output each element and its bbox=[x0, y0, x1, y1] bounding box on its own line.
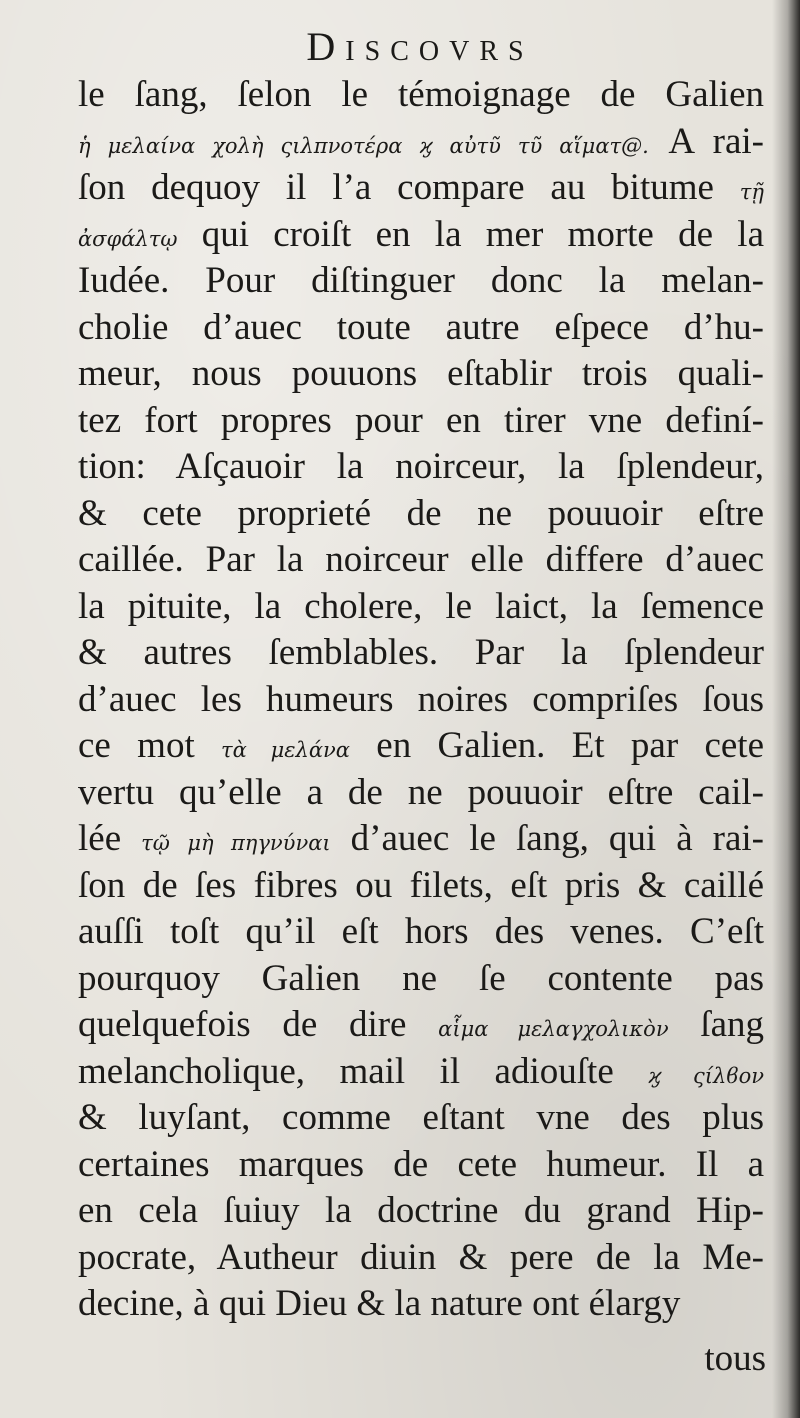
line-text: & autres ſemblables. Par la ſplendeur bbox=[78, 632, 764, 673]
line-text: certaines marques de cete humeur. Il a bbox=[78, 1143, 764, 1185]
text-line bbox=[78, 537, 764, 584]
body-text bbox=[78, 72, 764, 1328]
line-text: ſon de ſes fibres ou filets, eſt pris & caillé bbox=[78, 864, 764, 906]
text-line bbox=[78, 1049, 764, 1096]
line-text: ſon dequoy il l’a compare au bitume bbox=[78, 167, 740, 208]
greek-phrase: τὰ μελάνα bbox=[221, 738, 350, 762]
line-text: lée bbox=[78, 818, 142, 859]
text-line bbox=[78, 72, 764, 119]
text-line bbox=[78, 165, 764, 212]
greek-phrase: ἀσφάλτῳ bbox=[78, 226, 178, 251]
text-line bbox=[78, 863, 764, 910]
line-text: d’auec le ſang, qui à rai- bbox=[330, 818, 764, 859]
line-text: ſang bbox=[668, 1004, 764, 1045]
text-line bbox=[78, 677, 764, 724]
text-line bbox=[78, 723, 764, 770]
line-text: tez fort propres pour en tirer vne definí- bbox=[78, 399, 764, 441]
text-line bbox=[78, 119, 764, 166]
page-edge-shadow bbox=[772, 0, 800, 1418]
text-line bbox=[78, 305, 764, 352]
line-text: ce mot bbox=[78, 725, 222, 766]
line-text: meur, nous pouuons eſtablir trois quali- bbox=[78, 353, 764, 394]
greek-phrase: τῷ μὴ πηγνύναι bbox=[141, 831, 331, 855]
line-text: le ſang, ſelon le témoignage de Galien bbox=[78, 74, 764, 115]
text-line bbox=[78, 1095, 764, 1142]
text-line bbox=[78, 444, 764, 491]
text-line bbox=[78, 258, 764, 305]
text-line bbox=[78, 1188, 764, 1235]
line-text: vertu qu’elle a de ne pouuoir eſtre cail- bbox=[78, 771, 764, 813]
line-text: A rai- bbox=[648, 120, 764, 162]
line-text: en cela ſuiuy la doctrine du grand Hip- bbox=[78, 1190, 764, 1231]
line-text: melancholique, mail il adiouſte bbox=[78, 1050, 649, 1092]
text-line bbox=[78, 1142, 764, 1189]
text-line bbox=[78, 1002, 764, 1049]
text-line bbox=[78, 956, 764, 1003]
text-line bbox=[78, 770, 764, 817]
line-text: pocrate, Autheur diuin & pere de la Me- bbox=[78, 1236, 764, 1278]
text-line bbox=[78, 212, 764, 259]
greek-phrase: αἷμα μελαγχολικὸν bbox=[438, 1017, 669, 1041]
greek-phrase: ϗ ςίλϐον bbox=[648, 1063, 764, 1088]
line-text: & luyſant, comme eſtant vne des plus bbox=[78, 1097, 764, 1138]
line-text: d’auec les humeurs noires compriſes ſous bbox=[78, 678, 764, 720]
line-text: qui croiſt en la mer morte de la bbox=[177, 213, 764, 255]
line-text: decine, à qui Dieu & la nature ont élargy bbox=[78, 1283, 681, 1324]
line-text: & cete proprieté de ne pouuoir eſtre bbox=[78, 492, 764, 534]
line-text: tion: Aſçauoir la noirceur, la ſplendeur, bbox=[78, 446, 764, 487]
running-title: Discovrs bbox=[306, 24, 534, 69]
text-line bbox=[78, 351, 764, 398]
line-text: la pituite, la cholere, le laict, la ſemence bbox=[78, 585, 764, 627]
line-text: cholie d’auec toute autre eſpece d’hu- bbox=[78, 306, 764, 348]
greek-phrase: τῇ bbox=[739, 180, 764, 204]
text-line bbox=[78, 1235, 764, 1282]
line-text: quelquefois de dire bbox=[78, 1004, 439, 1045]
line-text: Iudée. Pour diſtinguer donc la melan- bbox=[78, 260, 764, 301]
line-text: auſſi toſt qu’il eſt hors des venes. C’eſt bbox=[78, 911, 764, 952]
greek-phrase: ἡ μελαίνα χολὴ ςιλπνοτέρα ϗ αὐτῦ τῦ αἵματ@. bbox=[78, 133, 649, 158]
text-line bbox=[78, 909, 764, 956]
line-text: caillée. Par la noirceur elle differe d’auec bbox=[78, 539, 764, 580]
text-line bbox=[78, 816, 764, 863]
line-text: en Galien. Et par cete bbox=[349, 725, 765, 766]
text-line bbox=[78, 491, 764, 538]
text-line bbox=[78, 584, 764, 631]
text-line bbox=[78, 398, 764, 445]
catchword: tous bbox=[704, 1338, 766, 1379]
line-text: pourquoy Galien ne ſe contente pas bbox=[78, 957, 764, 999]
text-line bbox=[78, 1281, 764, 1328]
text-line bbox=[78, 630, 764, 677]
